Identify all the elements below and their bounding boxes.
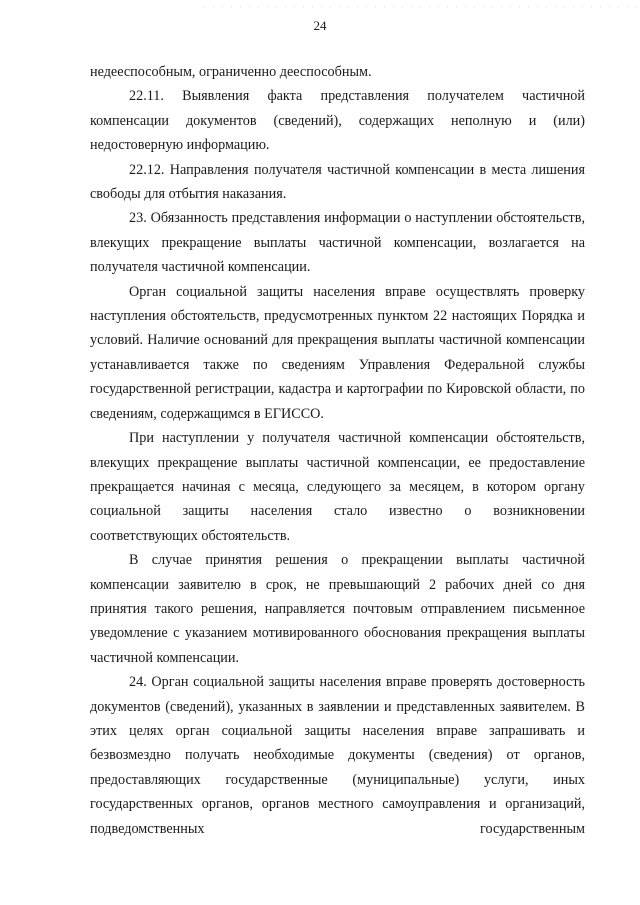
- paragraph-verification: Орган социальной защиты населения вправе осуществлять проверку наступления обстоятельств, предусмотренных пунктом 22 настоящих Порядка и условий. Наличие оснований для прекращения выплаты частичной компенсации устанавливается также по сведениям Управления Федеральной службы государственной регистрации, кадастра и картографии по Кировской области, по сведениям, содержащимся в ЕГИССО.: [90, 283, 585, 422]
- paragraph-23: 23. Обязанность представления информации о наступлении обстоятельств, влекущих прекращение выплаты частичной компенсации, возлагается на получателя частичной компенсации.: [90, 210, 585, 276]
- paragraph-termination: При наступлении у получателя частичной компенсации обстоятельств, влекущих прекращение выплаты частичной компенсации, ее предоставление прекращается начиная с месяца, следующего за месяцем, в котором органу социальной защиты населения стало известно о возникновении соответствующих обстоятельств.: [90, 430, 585, 544]
- page-number: 24: [313, 18, 327, 33]
- paragraph-notification: В случае принятия решения о прекращении выплаты частичной компенсации заявителю в срок, не превышающий 2 рабочих дней со дня принятия такого решения, направляется почтовым отправлением письменное уведомление с указанием мотивированного обоснования прекращения выплаты частичной компенсации.: [90, 552, 585, 666]
- scan-artifact: [200, 4, 640, 12]
- paragraph-continuation: недееспособным, ограниченно дееспособным.: [90, 64, 372, 80]
- paragraph-22-11: 22.11. Выявления факта представления получателем частичной компенсации документов (сведений), содержащих неполную и (или) недостоверную информацию.: [90, 88, 585, 154]
- paragraph-22-12: 22.12. Направления получателя частичной компенсации в места лишения свободы для отбытия наказания.: [90, 161, 585, 203]
- document-body: [90, 60, 585, 841]
- paragraph-24: 24. Орган социальной защиты населения вправе проверять достоверность документов (сведений), указанных в заявлении и представленных заявителем. В этих целях орган социальной защиты населения вправе запрашивать и безвозмездно получать необходимые документы (сведения) от органов, предоставляющих государственные (муниципальные) услуги, иных государственных органов, органов местного самоуправления и организаций, подведомственных государственным: [90, 674, 585, 837]
